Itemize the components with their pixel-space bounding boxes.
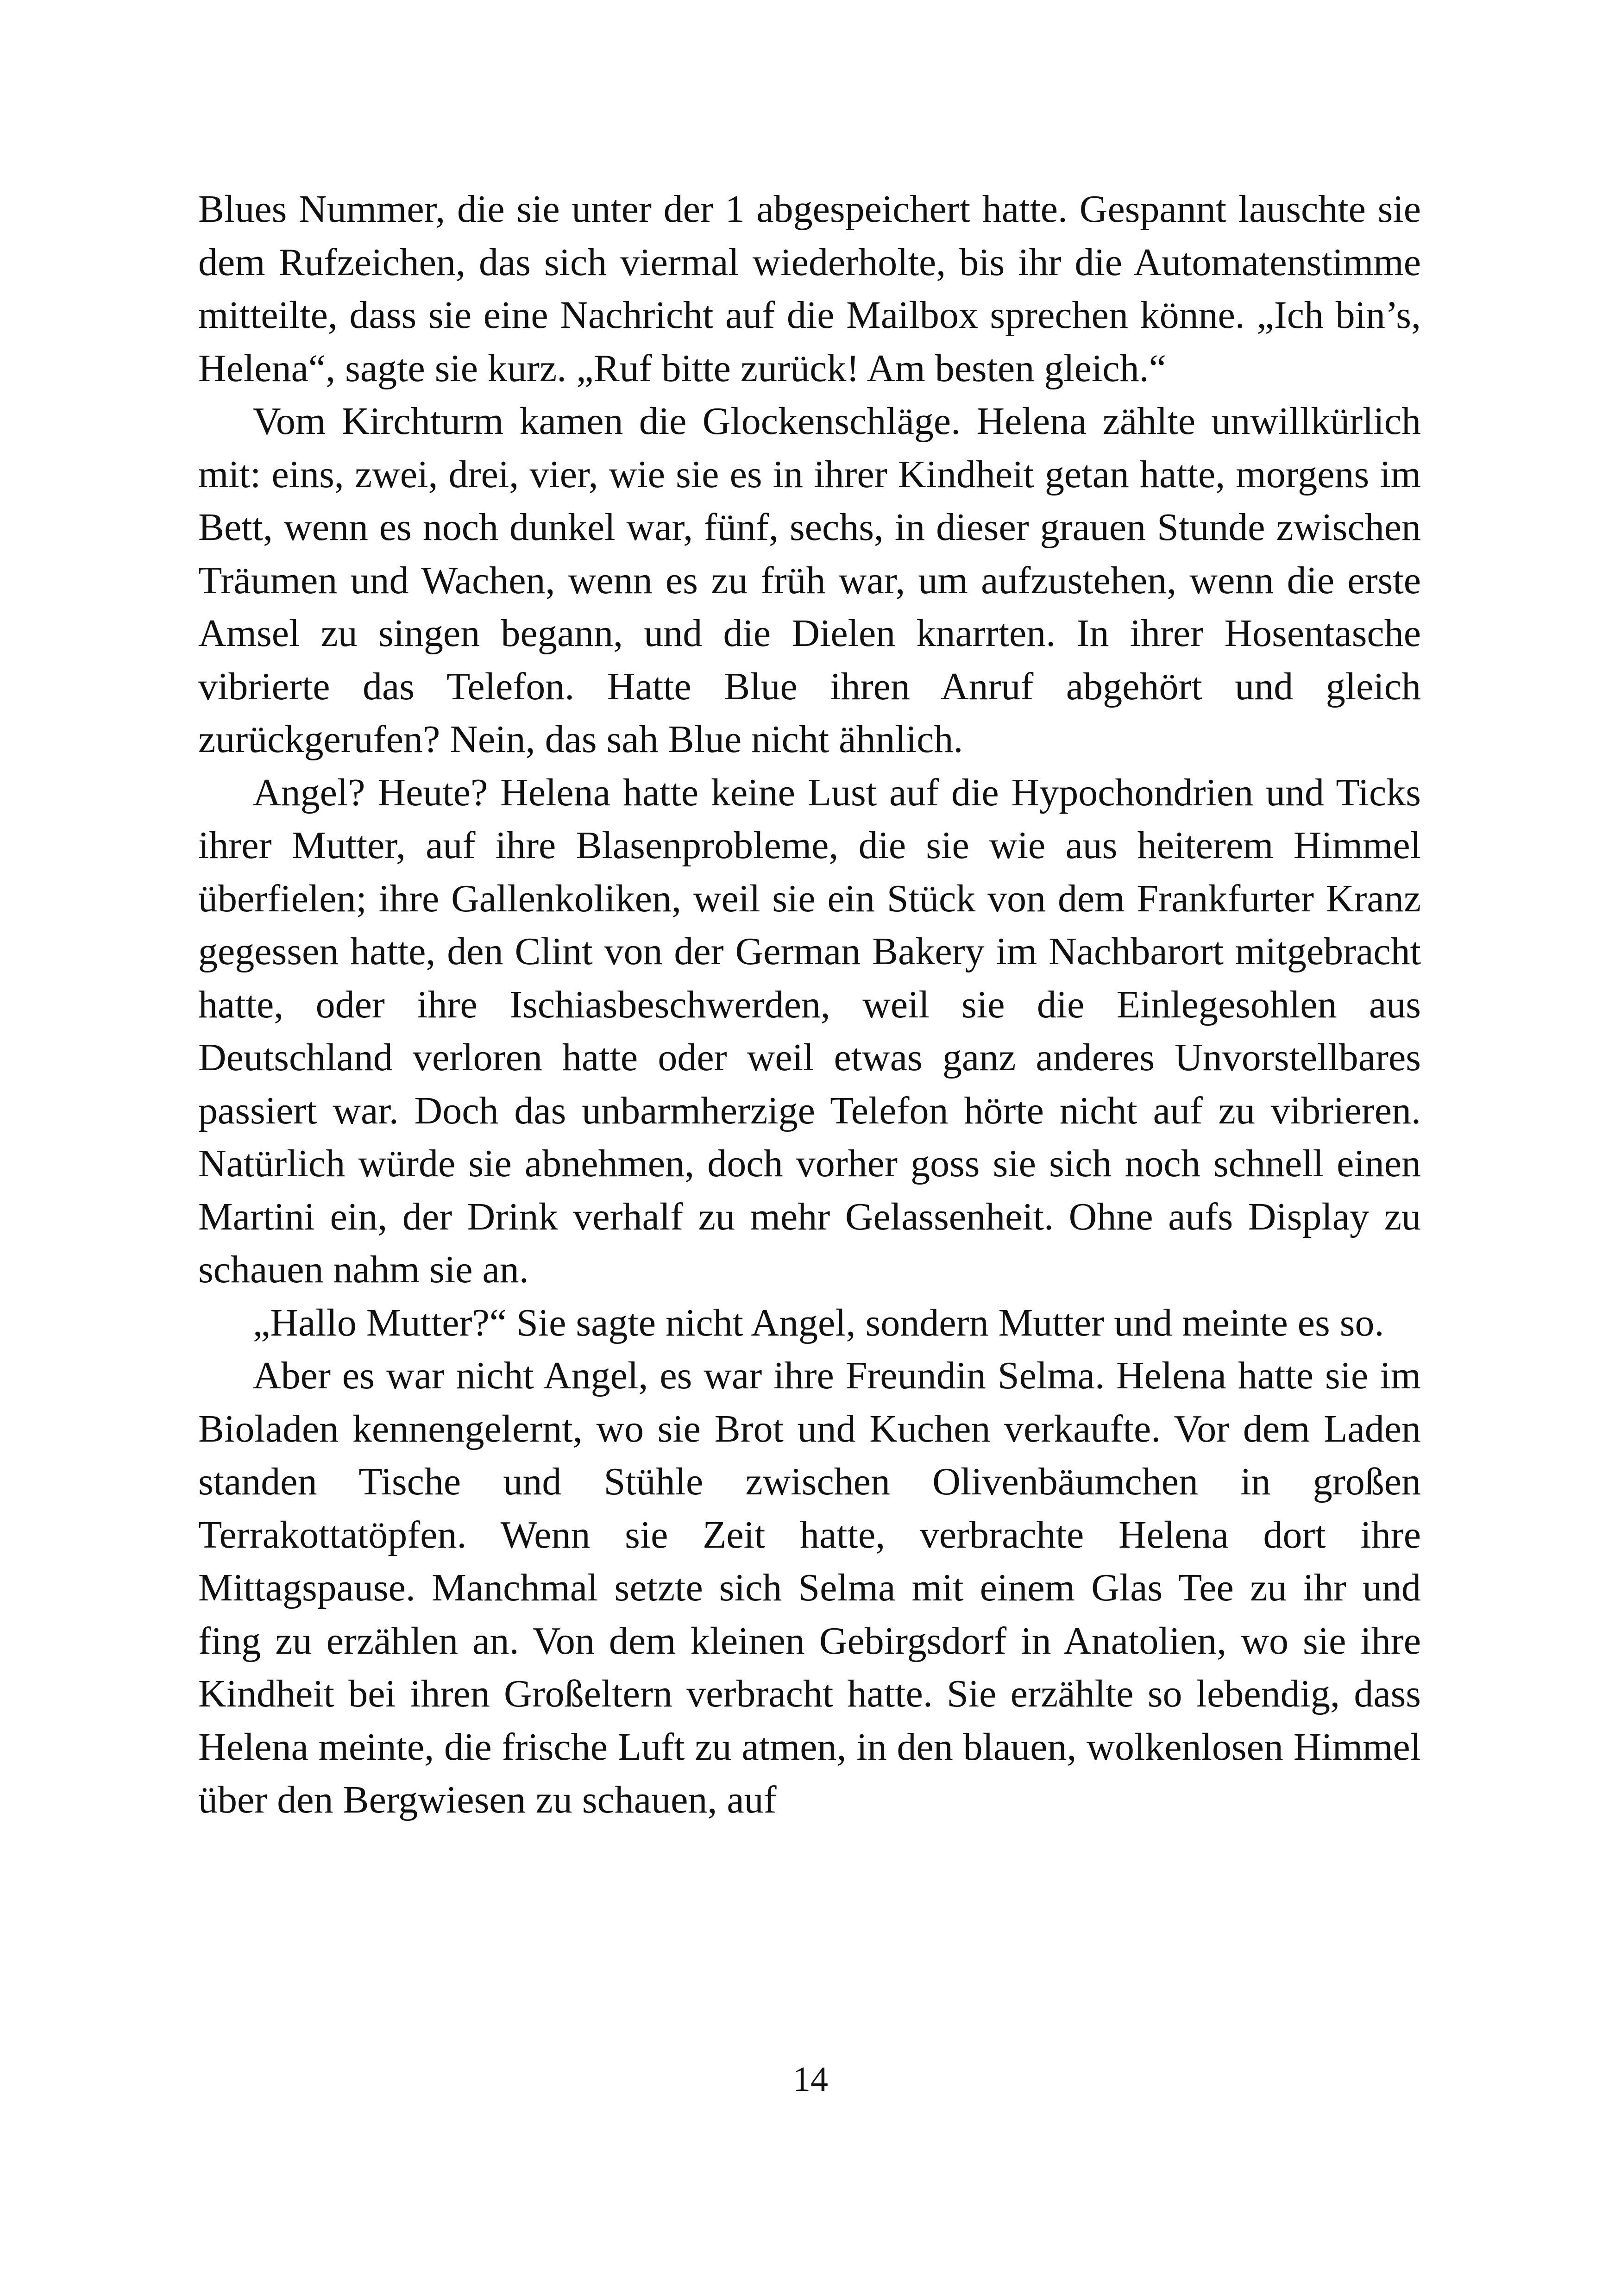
paragraph: Vom Kirchturm kamen die Glockenschläge. Helena zählte unwillkürlich mit: eins, zwei, drei, vier, wie sie es in ihrer Kindheit getan hatte, morgens im Bett, wenn es noch dunkel war, fünf, sechs, in dieser grauen Stunde zwischen Träumen und Wachen, wenn es zu früh war, um aufzustehen, wenn die erste Amsel zu singen begann, und die Dielen knarrten. In ihrer Hosentasche vibrierte das Telefon. Hatte Blue ihren Anruf abgehört und gleich zurückgerufen? Nein, das sah Blue nicht ähnlich.	[198, 400, 1421, 761]
page-number: 14	[793, 2060, 828, 2099]
paragraph: Blues Nummer, die sie unter der 1 abgespeichert hatte. Gespannt lauschte sie dem Rufzeichen, das sich viermal wiederholte, bis ihr die Automatenstimme mitteilte, dass sie eine Nachricht auf die Mailbox sprechen könne. „Ich bin’s, Helena“, sagte sie kurz. „Ruf bitte zurück! Am besten gleich.“	[198, 188, 1421, 390]
body-text	[198, 183, 1421, 1827]
paragraph: Angel? Heute? Helena hatte keine Lust auf die Hypochondrien und Ticks ihrer Mutter, auf ihre Blasenprobleme, die sie wie aus heiterem Himmel überfielen; ihre Gallenkoliken, weil sie ein Stück von dem Frankfurter Kranz gegessen hatte, den Clint von der German Bakery im Nachbarort mitgebracht hatte, oder ihre Ischiasbeschwerden, weil sie die Einlegesohlen aus Deutschland verloren hatte oder weil etwas ganz anderes Unvorstellbares passiert war. Doch das unbarmherzige Telefon hörte nicht auf zu vibrieren. Natürlich würde sie abnehmen, doch vorher goss sie sich noch schnell einen Martini ein, der Drink verhalf zu mehr Gelassenheit. Ohne aufs Display zu schauen nahm sie an.	[198, 771, 1421, 1291]
paragraph: „Hallo Mutter?“ Sie sagte nicht Angel, sondern Mutter und meinte es so.	[253, 1301, 1384, 1344]
paragraph: Aber es war nicht Angel, es war ihre Freundin Selma. Helena hatte sie im Bioladen kennengelernt, wo sie Brot und Kuchen verkaufte. Vor dem Laden standen Tische und Stühle zwischen Olivenbäumchen in großen Terrakottatöpfen. Wenn sie Zeit hatte, verbrachte Helena dort ihre Mittagspause. Manchmal setzte sich Selma mit einem Glas Tee zu ihr und fing zu erzählen an. Von dem kleinen Gebirgsdorf in Anatolien, wo sie ihre Kindheit bei ihren Großeltern verbracht hatte. Sie erzählte so lebendig, dass Helena meinte, die frische Luft zu atmen, in den blauen, wolkenlosen Himmel über den Bergwiesen zu schauen, auf	[198, 1354, 1421, 1821]
